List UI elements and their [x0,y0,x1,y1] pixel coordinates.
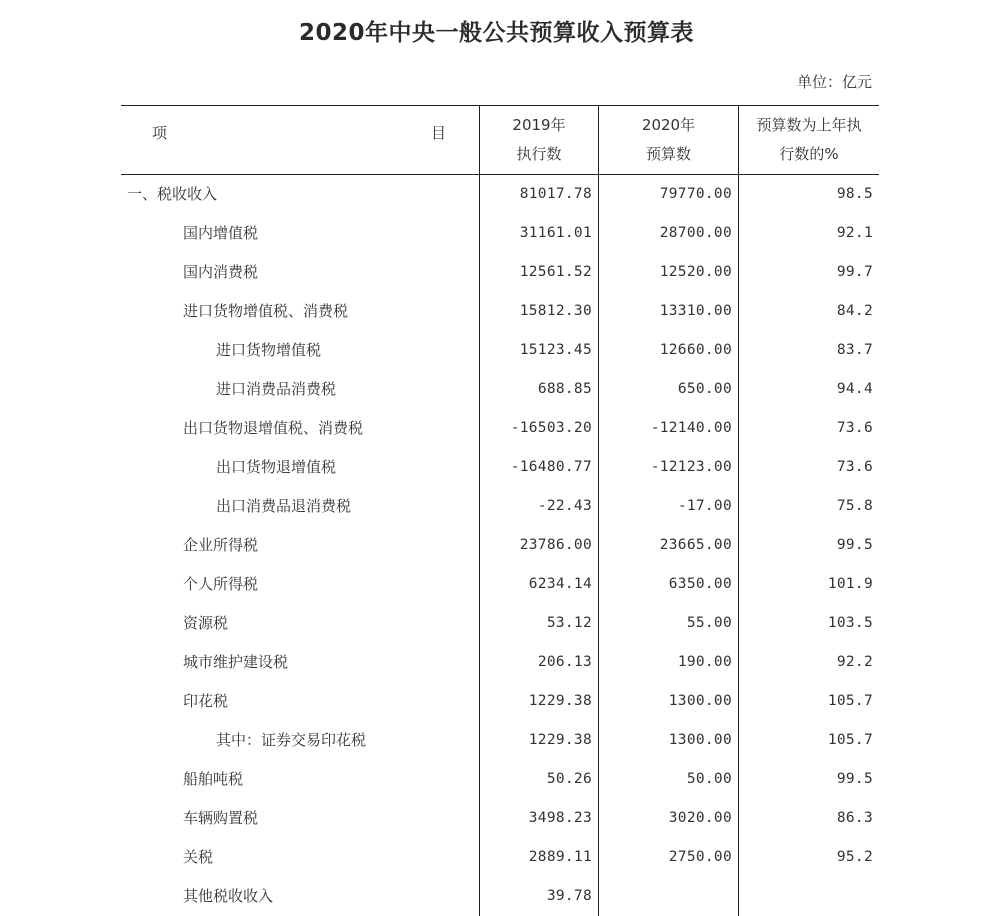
row-item-name: 国内消费税 [183,263,259,281]
value-2020: 190.00 [677,654,732,670]
percent-value: 99.5 [836,771,873,787]
row-item-name: 城市维护建设税 [183,653,289,671]
header-2019 [480,105,598,174]
value-2019: 23786.00 [519,537,592,553]
row-item-name: 进口货物增值税、消费税 [183,302,349,320]
row-item-name: 国内增值税 [183,224,259,242]
table-row [121,331,879,370]
value-2019: 1229.38 [528,732,592,748]
row-item-name: 印花税 [183,692,229,710]
value-2020: 13310.00 [659,303,732,319]
table-row [121,838,879,877]
value-2019: 3498.23 [528,810,592,826]
value-2019: 1229.38 [528,693,592,709]
value-2020: 6350.00 [668,576,732,592]
header-2019-line2: 执行数 [516,144,562,163]
value-2019: 2889.11 [528,849,592,865]
table-row [121,799,879,838]
value-2020: 2750.00 [668,849,732,865]
percent-value: 94.4 [836,381,873,397]
header-item-left: 项 [152,124,168,142]
table-row [121,175,879,214]
table-row [121,448,879,487]
percent-value: 83.7 [836,342,873,358]
row-item-name: 出口消费品退消费税 [216,497,352,515]
value-2020: 50.00 [686,771,732,787]
value-2020: 1300.00 [668,732,732,748]
value-2019: -16480.77 [510,459,592,475]
row-item-name: 一、税收收入 [127,185,218,203]
value-2020: 12660.00 [659,342,732,358]
page-title: 2020年中央一般公共预算收入预算表 [298,20,694,46]
row-item-name: 船舶吨税 [183,770,244,788]
header-2020-line2: 预算数 [645,144,691,163]
value-2019: -16503.20 [510,420,592,436]
percent-value: 95.2 [836,849,873,865]
row-item-name: 其中：证券交易印花税 [216,731,367,749]
value-2019: 15123.45 [519,342,592,358]
header-item [121,105,479,165]
table-row [121,409,879,448]
row-item-name: 企业所得税 [183,536,259,554]
percent-value: 103.5 [827,615,873,631]
percent-value: 105.7 [827,693,873,709]
row-item-name: 车辆购置税 [183,809,259,827]
percent-value: 99.5 [836,537,873,553]
budget-table [121,105,879,916]
value-2020: 12520.00 [659,264,732,280]
header-percent-line1: 预算数为上年执 [756,115,862,134]
value-2019: 81017.78 [519,186,592,202]
percent-value: 73.6 [836,459,873,475]
table-row [121,643,879,682]
value-2020: -12123.00 [650,459,732,475]
value-2019: 6234.14 [528,576,592,592]
header-percent-line2: 行数的% [779,144,839,163]
unit-label: 单位：亿元 [796,73,872,91]
percent-value: 99.7 [836,264,873,280]
header-item-right: 目 [430,124,446,142]
percent-value: 73.6 [836,420,873,436]
value-2019: 688.85 [537,381,592,397]
percent-value: 98.5 [836,186,873,202]
value-2019: 50.26 [546,771,592,787]
table-row [121,604,879,643]
value-2020: 79770.00 [659,186,732,202]
row-item-name: 进口消费品消费税 [216,380,337,398]
table-row [121,565,879,604]
table-row [121,877,879,916]
header-2020 [599,105,738,174]
value-2019: 12561.52 [519,264,592,280]
header-2020-line1: 2020年 [641,115,696,134]
percent-value: 92.2 [836,654,873,670]
row-item-name: 其他税收收入 [183,887,274,905]
row-item-name: 资源税 [183,614,229,632]
percent-value: 101.9 [827,576,873,592]
percent-value: 86.3 [836,810,873,826]
value-2020: 650.00 [677,381,732,397]
row-item-name: 进口货物增值税 [216,341,322,359]
row-item-name: 出口货物退增值税 [216,458,337,476]
value-2020: 28700.00 [659,225,732,241]
row-item-name: 出口货物退增值税、消费税 [183,419,364,437]
row-item-name: 个人所得税 [183,575,259,593]
value-2019: -22.43 [537,498,592,514]
row-item-name: 关税 [183,848,214,866]
percent-value: 92.1 [836,225,873,241]
value-2019: 31161.01 [519,225,592,241]
table-row [121,214,879,253]
percent-value: 75.8 [836,498,873,514]
value-2020: -12140.00 [650,420,732,436]
header-percent [739,105,879,174]
value-2019: 206.13 [537,654,592,670]
table-row [121,682,879,721]
table-row [121,487,879,526]
value-2019: 53.12 [546,615,592,631]
table-row [121,253,879,292]
value-2019: 39.78 [546,888,592,904]
value-2020: 23665.00 [659,537,732,553]
value-2020: -17.00 [677,498,732,514]
percent-value: 84.2 [836,303,873,319]
value-2020: 1300.00 [668,693,732,709]
table-row [121,760,879,799]
table-row [121,292,879,331]
value-2019: 15812.30 [519,303,592,319]
value-2020: 3020.00 [668,810,732,826]
table-row [121,526,879,565]
table-row [121,370,879,409]
table-row [121,721,879,760]
header-2019-line1: 2019年 [512,115,566,134]
value-2020: 55.00 [686,615,732,631]
percent-value: 105.7 [827,732,873,748]
